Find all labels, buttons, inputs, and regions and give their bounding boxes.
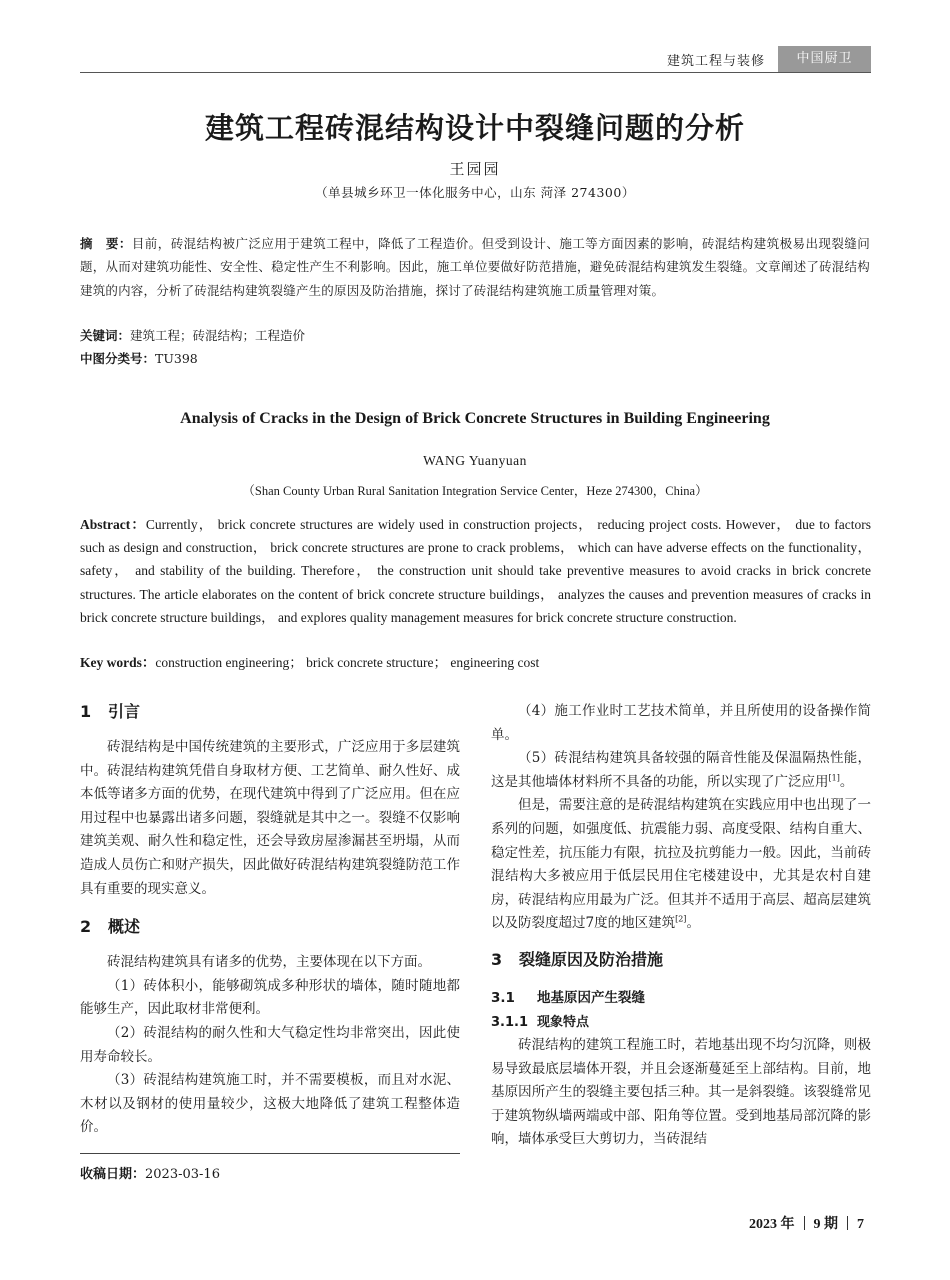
section-2-item-1: （1）砖体积小，能够砌筑成多种形状的墙体，随时随地都能够生产，因此取材非常便利。: [80, 977, 460, 1018]
subsection-3-1-heading: [491, 986, 871, 1010]
footer-separator: [804, 1216, 805, 1230]
abstract-zh-label: 摘 要：: [80, 236, 132, 251]
header-rule: [80, 72, 871, 73]
section-3-number: 3: [491, 949, 503, 969]
section-1-heading: [80, 700, 460, 724]
section-2-problems-text: 但是，需要注意的是砖混结构建筑在实践应用中也出现了一系列的问题，如强度低、抗震能力弱、高度受限、结构自重大、稳定性差，抗压能力有限，抗拉及抗剪能力一般。因此，当前砖混结构大多被应用于低层民用住宅楼建设中，尤其是农村自建房，砖混结构应用最为广泛。但其并不适用于高层、超高层建筑以及防裂度超过7度的地区建筑: [491, 797, 871, 932]
section-1-number: 1: [80, 702, 92, 721]
keywords-zh: [80, 325, 305, 347]
abstract-en: [80, 513, 871, 629]
subsection-3-1-number: 3.1: [491, 989, 515, 1006]
citation-2: [2]: [675, 914, 687, 924]
section-3-heading: [491, 948, 871, 972]
section-2-item-2: （2）砖混结构的耐久性和大气稳定性均非常突出，因此使用寿命较长。: [80, 1024, 460, 1065]
journal-name-badge: 中国厨卫: [778, 46, 871, 72]
keywords-en-text: construction engineering； brick concrete structure； engineering cost: [155, 655, 540, 670]
keywords-zh-label: 关键词：: [80, 328, 131, 343]
paper-title: 建筑工程砖混结构设计中裂缝问题的分析: [204, 111, 745, 145]
english-affiliation: （Shan County Urban Rural Sanitation Integration Service Center，Heze 274300，China）: [242, 484, 708, 498]
classification-number: [80, 348, 198, 370]
keywords-en-label: Key words：: [80, 655, 156, 670]
section-1-title: 引言: [108, 702, 141, 721]
subsection-3-1-1-number: 3.1.1: [491, 1014, 529, 1030]
footer-separator: [847, 1216, 848, 1230]
section-2-item-3: （3）砖混结构建筑施工时，并不需要模板，而且对水泥、木材以及钢材的使用量较少，这极大地降低了建筑工程整体造价。: [80, 1072, 460, 1136]
section-2-problems-end: 。: [686, 915, 700, 932]
abstract-zh: [80, 232, 870, 302]
section-2-heading: [80, 915, 460, 939]
abstract-en-text: Currently， brick concrete structures are widely used in construction projects， reducing project costs. However， due to factors such as design and construction， brick concrete structures are prone to crack problems， which can have adverse effects on the functionality， safety， and stability of the building. Therefore， the construction unit should take preventive measures to avoid cracks in brick concrete structures. The article elaborates on the content of brick concrete structure buildings， analyzes the causes and prevention measures of cracks in brick concrete structure buildings， and explores quality management measures for brick concrete structure construction.: [80, 517, 871, 625]
classification-label: 中图分类号：: [80, 351, 156, 366]
body-column-left: [80, 700, 460, 1140]
received-date-value: 2023-03-16: [145, 1167, 220, 1182]
section-2-paragraph-problems: [491, 794, 871, 936]
footer-year: 2023 年: [749, 1217, 795, 1232]
keywords-zh-text: 建筑工程；砖混结构；工程造价: [130, 328, 306, 343]
section-2-paragraph-intro: 砖混结构建筑具有诸多的优势，主要体现在以下方面。: [107, 954, 431, 971]
page-number: 7: [857, 1217, 864, 1232]
section-2-item-5-text: （5）砖混结构建筑具备较强的隔音性能及保温隔热性能，这是其他墙体材料所不具备的功能，所以实现了广泛应用: [491, 750, 871, 790]
received-date-label: 收稿日期：: [80, 1167, 146, 1182]
section-2-number: 2: [80, 917, 92, 937]
footnote-rule: [80, 1153, 460, 1154]
subsection-3-1-title: 地基原因产生裂缝: [537, 989, 645, 1006]
author-name: 王园园: [449, 160, 501, 178]
subsection-3-1-1-title: 现象特点: [537, 1014, 590, 1030]
section-2-item-4: （4）施工作业时工艺技术简单，并且所使用的设备操作简单。: [491, 703, 871, 743]
subsection-3-1-1-heading: [491, 1012, 871, 1034]
received-date: [80, 1163, 220, 1182]
classification-text: TU398: [155, 351, 198, 366]
english-title: Analysis of Cracks in the Design of Brick Concrete Structures in Building Engineering: [180, 410, 770, 427]
section-3-title: 裂缝原因及防治措施: [519, 949, 664, 969]
section-3-paragraph: 砖混结构的建筑工程施工时，若地基出现不均匀沉降，则极易导致最底层墙体开裂，并且会逐渐蔓延至上部结构。目前，地基原因所产生的裂缝主要包括三种。其一是斜裂缝。该裂缝常见于建筑物纵墙两端或中部、阳角等位置。受到地基局部沉降的影响，墙体承受巨大剪切力，当砖混结: [491, 1036, 871, 1148]
section-2-title: 概述: [108, 917, 141, 937]
english-author: WANG Yuanyuan: [423, 453, 527, 468]
keywords-en: [80, 652, 539, 674]
section-2-item-5: [491, 747, 871, 794]
abstract-en-label: Abstract：: [80, 517, 146, 532]
section-1-paragraph: 砖混结构是中国传统建筑的主要形式，广泛应用于多层建筑中。砖混结构建筑凭借自身取材方便、工艺简单、耐久性好、成本低等诸多方面的优势，在现代建筑中得到了广泛应用。但在应用过程中也暴露出诸多问题，裂缝就是其中之一。裂缝不仅影响建筑美观、耐久性和稳定性，还会导致房屋渗漏甚至坍塌，从而造成人员伤亡和财产损失，因此做好砖混结构建筑裂缝防范工作具有重要的现实意义。: [80, 739, 460, 897]
body-column-right: [491, 700, 871, 1152]
citation-1: [1]: [828, 773, 840, 783]
author-affiliation: （单县城乡环卫一体化服务中心，山东 菏泽 274300）: [315, 185, 635, 200]
running-header-section: 建筑工程与装修: [666, 54, 765, 69]
page-footer: [749, 1213, 864, 1233]
abstract-zh-text: 目前，砖混结构被广泛应用于建筑工程中，降低了工程造价。但受到设计、施工等方面因素的影响，砖混结构建筑极易出现裂缝问题，从而对建筑功能性、安全性、稳定性产生不利影响。因此，施工单位要做好防范措施，避免砖混结构建筑发生裂缝。文章阐述了砖混结构建筑的内容，分析了砖混结构建筑裂缝产生的原因及防治措施，探讨了砖混结构建筑施工质量管理对策。: [80, 236, 870, 298]
section-2-item-5-end: 。: [839, 773, 854, 790]
footer-issue: 9 期: [813, 1217, 838, 1232]
